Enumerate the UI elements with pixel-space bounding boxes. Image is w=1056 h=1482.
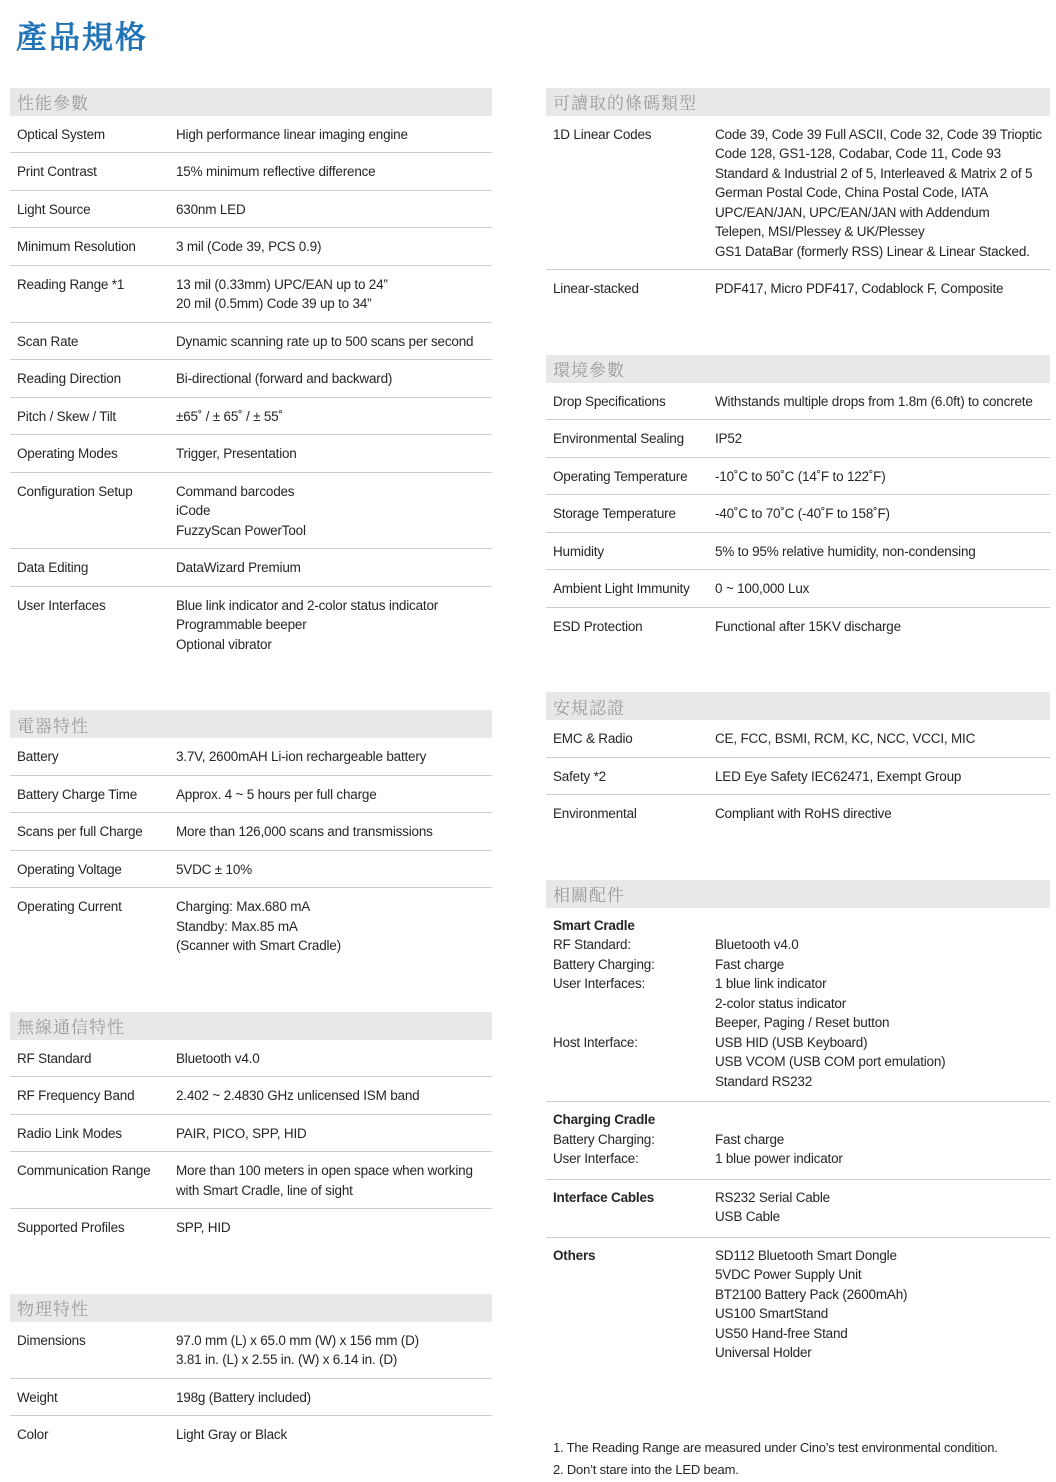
spec-label: RF Standard <box>17 1050 92 1066</box>
spec-row <box>10 586 492 663</box>
spec-value-line: 97.0 mm (L) x 65.0 mm (W) x 156 mm (D) <box>176 1332 419 1348</box>
spec-value-line: BT2100 Battery Pack (2600mAh) <box>715 1286 908 1302</box>
spec-value-line: 3.81 in. (L) x 2.55 in. (W) x 6.14 in. (D) <box>176 1352 398 1368</box>
spec-value <box>176 822 492 842</box>
spec-row <box>546 419 1050 457</box>
spec-value-line: Functional after 15KV discharge <box>715 618 901 634</box>
accessory-group <box>546 1237 1050 1373</box>
spec-value-line: Beeper, Paging / Reset button <box>715 1015 890 1031</box>
spec-value <box>715 392 1050 412</box>
spec-label: Optical System <box>17 126 105 142</box>
spec-value-line: 630nm LED <box>176 201 246 217</box>
spec-row <box>553 1149 1050 1169</box>
spec-value <box>715 767 1050 787</box>
spec-row <box>10 190 492 228</box>
accessory-group <box>546 1101 1050 1179</box>
spec-value <box>176 444 492 464</box>
spec-label: ESD Protection <box>553 618 643 634</box>
spec-label: Operating Current <box>17 899 122 915</box>
spec-row <box>546 720 1050 757</box>
spec-label: Radio Link Modes <box>17 1125 122 1141</box>
spec-value-line: 3.7V, 2600mAH Li-ion rechargeable battery <box>176 749 427 765</box>
spec-value-line: 13 mil (0.33mm) UPC/EAN up to 24” <box>176 276 388 292</box>
spec-value-line: US50 Hand-free Stand <box>715 1325 848 1341</box>
spec-row <box>10 887 492 964</box>
spec-label: Dimensions <box>17 1332 86 1348</box>
spec-value-line: Fast charge <box>715 1131 785 1147</box>
spec-value-line: 15% minimum reflective difference <box>176 164 376 180</box>
spec-label: Ambient Light Immunity <box>553 581 690 597</box>
spec-value-line: Blue link indicator and 2-color status indicator <box>176 597 439 613</box>
spec-value <box>715 467 1050 487</box>
spec-label: Weight <box>17 1389 58 1405</box>
spec-row <box>10 775 492 813</box>
spec-value <box>176 332 492 352</box>
spec-value-line: 1 blue link indicator <box>715 976 827 992</box>
spec-value <box>176 1425 492 1445</box>
spec-row <box>553 1130 1050 1150</box>
spec-value-line: Bi-directional (forward and backward) <box>176 371 393 387</box>
spec-value-line: -40˚C to 70˚C (-40˚F to 158˚F) <box>715 506 890 522</box>
spec-value-line: Telepen, MSI/Plessey & UK/Plessey <box>715 224 925 240</box>
left-column <box>10 88 492 1453</box>
spec-value-line: (Scanner with Smart Cradle) <box>176 938 341 954</box>
spec-value-line: German Postal Code, China Postal Code, IATA <box>715 185 989 201</box>
section-heading: 安規認證 <box>546 692 1050 720</box>
spec-value <box>176 1049 492 1069</box>
spec-value-line: iCode <box>176 503 211 519</box>
spec-row <box>10 397 492 435</box>
spec-value <box>715 1149 1050 1169</box>
spec-value <box>176 125 492 145</box>
spec-label: Battery Charge Time <box>17 786 138 802</box>
spec-value-line: US100 SmartStand <box>715 1306 829 1322</box>
section <box>10 1012 492 1246</box>
spec-row <box>10 116 492 153</box>
spec-label: Storage Temperature <box>553 506 676 522</box>
spec-row <box>546 607 1050 645</box>
spec-label: Battery <box>17 749 59 765</box>
spec-label: RF Standard: <box>553 937 631 953</box>
section <box>546 880 1050 1373</box>
spec-label: Linear-stacked <box>553 281 639 297</box>
spec-row <box>10 472 492 549</box>
accessory-groups <box>546 908 1050 1373</box>
spec-label: Humidity <box>553 543 604 559</box>
spec-value-line: Light Gray or Black <box>176 1427 287 1443</box>
section <box>10 88 492 663</box>
spec-label: User Interfaces <box>17 597 106 613</box>
spec-value <box>715 729 1050 749</box>
spec-value <box>176 275 492 314</box>
columns-container <box>10 88 1050 1482</box>
spec-row <box>10 1114 492 1152</box>
spec-value <box>715 955 1050 975</box>
spec-row <box>10 812 492 850</box>
spec-label: Supported Profiles <box>17 1220 125 1236</box>
spec-row <box>553 955 1050 975</box>
spec-row <box>10 1151 492 1208</box>
spec-label: Configuration Setup <box>17 483 133 499</box>
spec-row <box>546 116 1050 270</box>
spec-value <box>176 482 492 541</box>
spec-value-line: Bluetooth v4.0 <box>176 1050 260 1066</box>
spec-value-line: 5% to 95% relative humidity, non-condensing <box>715 543 976 559</box>
accessory-group-title: Charging Cradle <box>553 1112 656 1128</box>
spec-value <box>176 162 492 182</box>
spec-value-line: Bluetooth v4.0 <box>715 937 799 953</box>
section <box>10 1294 492 1453</box>
spec-value <box>176 1218 492 1238</box>
spec-row <box>10 850 492 888</box>
spec-row <box>546 383 1050 420</box>
spec-value <box>715 804 1050 824</box>
spec-value-line: RS232 Serial Cable <box>715 1189 830 1205</box>
spec-value-line: Code 128, GS1-128, Codabar, Code 11, Code 93 <box>715 146 1001 162</box>
section <box>546 692 1050 832</box>
spec-value-line: 2-color status indicator <box>715 995 847 1011</box>
spec-value-line: SPP, HID <box>176 1220 231 1236</box>
spec-row <box>10 359 492 397</box>
spec-label: User Interface: <box>553 1151 639 1167</box>
spec-value-line: Compliant with RoHS directive <box>715 806 892 822</box>
spec-value-line: Trigger, Presentation <box>176 446 297 462</box>
spec-value-line: Command barcodes <box>176 483 295 499</box>
spec-label: User Interfaces: <box>553 976 646 992</box>
spec-value-line: 0 ~ 100,000 Lux <box>715 581 810 597</box>
spec-row <box>546 532 1050 570</box>
spec-row <box>546 269 1050 307</box>
spec-row <box>10 152 492 190</box>
spec-value <box>715 579 1050 599</box>
spec-value <box>176 407 492 427</box>
spec-value-line: 5VDC ± 10% <box>176 861 252 877</box>
spec-value-line: Standard RS232 <box>715 1073 813 1089</box>
spec-row <box>10 1322 492 1378</box>
spec-value-line: PDF417, Micro PDF417, Codablock F, Composite <box>715 281 1004 297</box>
spec-value <box>715 1130 1050 1150</box>
spec-row <box>10 1378 492 1416</box>
spec-row <box>10 322 492 360</box>
spec-value-line: More than 126,000 scans and transmissions <box>176 824 433 840</box>
spec-value-line: with Smart Cradle, line of sight <box>176 1182 353 1198</box>
spec-value-line: 5VDC Power Supply Unit <box>715 1267 862 1283</box>
spec-value <box>176 369 492 389</box>
spec-value <box>176 1124 492 1144</box>
spec-value-line: 2.402 ~ 2.4830 GHz unlicensed ISM band <box>176 1088 420 1104</box>
spec-value <box>715 504 1050 524</box>
spec-value-line: Universal Holder <box>715 1345 812 1361</box>
spec-value <box>176 1388 492 1408</box>
spec-value <box>715 542 1050 562</box>
spec-label: Communication Range <box>17 1163 151 1179</box>
spec-value <box>715 1188 1050 1227</box>
spec-label: EMC & Radio <box>553 731 633 747</box>
spec-value-line: Fast charge <box>715 956 785 972</box>
spec-value <box>176 1086 492 1106</box>
spec-row <box>546 794 1050 832</box>
spec-value-line: Dynamic scanning rate up to 500 scans per second <box>176 333 474 349</box>
spec-label: Light Source <box>17 201 91 217</box>
spec-row <box>10 1208 492 1246</box>
spec-label: Battery Charging: <box>553 1131 655 1147</box>
footnote-line: 2. Don’t stare into the LED beam. <box>553 1462 739 1478</box>
spec-label: Operating Temperature <box>553 468 688 484</box>
spec-value <box>715 617 1050 637</box>
section-heading: 可讀取的條碼類型 <box>546 88 1050 116</box>
spec-label: Reading Direction <box>17 371 121 387</box>
spec-label: Interface Cables <box>553 1189 655 1205</box>
spec-value-line: USB Cable <box>715 1209 780 1225</box>
spec-value <box>715 1033 1050 1092</box>
section <box>546 88 1050 307</box>
spec-row <box>553 974 1050 1033</box>
spec-label: Print Contrast <box>17 164 97 180</box>
spec-value-line: -10˚C to 50˚C (14˚F to 122˚F) <box>715 468 886 484</box>
spec-label: Environmental Sealing <box>553 431 684 447</box>
section <box>10 710 492 964</box>
spec-value-line: PAIR, PICO, SPP, HID <box>176 1125 307 1141</box>
spec-value <box>176 596 492 655</box>
section-heading: 無線通信特性 <box>10 1012 492 1040</box>
section-heading: 相關配件 <box>546 880 1050 908</box>
spec-value-line: LED Eye Safety IEC62471, Exempt Group <box>715 768 962 784</box>
spec-value-line: Standard & Industrial 2 of 5, Interleaved & Matrix 2 of 5 <box>715 165 1033 181</box>
accessory-group <box>546 1179 1050 1237</box>
spec-value-line: Optional vibrator <box>176 636 272 652</box>
spec-label: Battery Charging: <box>553 956 655 972</box>
spec-label: Others <box>553 1247 596 1263</box>
footnote-line: 1. The Reading Range are measured under Cino’s test environmental condition. <box>553 1439 998 1455</box>
section-heading: 性能參數 <box>10 88 492 116</box>
spec-row <box>546 757 1050 795</box>
spec-value-line: 20 mil (0.5mm) Code 39 up to 34” <box>176 296 372 312</box>
spec-value <box>176 200 492 220</box>
spec-label: Host Interface: <box>553 1034 638 1050</box>
spec-row <box>10 265 492 322</box>
spec-value <box>715 429 1050 449</box>
spec-row <box>10 1076 492 1114</box>
spec-value <box>176 237 492 257</box>
spec-value-line: FuzzyScan PowerTool <box>176 522 306 538</box>
spec-label: RF Frequency Band <box>17 1088 135 1104</box>
spec-value-line: UPC/EAN/JAN, UPC/EAN/JAN with Addendum <box>715 204 990 220</box>
spec-label: Operating Modes <box>17 446 118 462</box>
section-heading: 物理特性 <box>10 1294 492 1322</box>
spec-value-line: 3 mil (Code 39, PCS 0.9) <box>176 239 322 255</box>
spec-label: Pitch / Skew / Tilt <box>17 408 116 424</box>
spec-value-line: CE, FCC, BSMI, RCM, KC, NCC, VCCI, MIC <box>715 731 976 747</box>
spec-label: 1D Linear Codes <box>553 126 652 142</box>
spec-label: Reading Range *1 <box>17 276 125 292</box>
spec-value-line: GS1 DataBar (formerly RSS) Linear & Linear Stacked. <box>715 243 1030 259</box>
spec-row <box>553 1246 1050 1363</box>
spec-row <box>10 434 492 472</box>
spec-value-line: 198g (Battery included) <box>176 1389 311 1405</box>
spec-row <box>553 1188 1050 1227</box>
spec-value-line: More than 100 meters in open space when working <box>176 1163 473 1179</box>
section <box>546 355 1050 645</box>
section-heading: 電器特性 <box>10 710 492 738</box>
right-column <box>546 88 1050 1482</box>
spec-row <box>546 457 1050 495</box>
spec-label: Minimum Resolution <box>17 239 136 255</box>
spec-label: Safety *2 <box>553 768 606 784</box>
spec-value-line: Withstands multiple drops from 1.8m (6.0ft) to concrete <box>715 393 1033 409</box>
spec-value-line: USB VCOM (USB COM port emulation) <box>715 1054 946 1070</box>
spec-row <box>10 1040 492 1077</box>
spec-value <box>176 1161 492 1200</box>
spec-value-line: Programmable beeper <box>176 617 307 633</box>
spec-label: Operating Voltage <box>17 861 122 877</box>
spec-value <box>715 125 1050 262</box>
spec-row <box>546 494 1050 532</box>
spec-value-line: ±65˚ / ± 65˚ / ± 55˚ <box>176 408 283 424</box>
spec-label: Color <box>17 1427 49 1443</box>
spec-value-line: 1 blue power indicator <box>715 1151 843 1167</box>
spec-label: Scan Rate <box>17 333 79 349</box>
spec-row <box>10 227 492 265</box>
spec-value-line: Code 39, Code 39 Full ASCII, Code 32, Code 39 Trioptic <box>715 126 1042 142</box>
spec-label: Drop Specifications <box>553 393 666 409</box>
spec-label: Environmental <box>553 806 637 822</box>
spec-row <box>553 1033 1050 1092</box>
spec-value-line: High performance linear imaging engine <box>176 126 408 142</box>
spec-value <box>176 897 492 956</box>
spec-value <box>176 747 492 767</box>
spec-value <box>715 974 1050 1033</box>
spec-value-line: USB HID (USB Keyboard) <box>715 1034 868 1050</box>
spec-row <box>546 569 1050 607</box>
spec-value-line: IP52 <box>715 431 742 447</box>
spec-value-line: DataWizard Premium <box>176 560 301 576</box>
accessory-group-title: Smart Cradle <box>553 917 635 933</box>
spec-value <box>176 558 492 578</box>
section-heading: 環境參數 <box>546 355 1050 383</box>
spec-value <box>176 860 492 880</box>
spec-label: Scans per full Charge <box>17 824 143 840</box>
spec-label: Data Editing <box>17 560 89 576</box>
spec-row <box>553 935 1050 955</box>
spec-value <box>715 935 1050 955</box>
spec-value <box>176 1331 492 1370</box>
spec-value-line: SD112 Bluetooth Smart Dongle <box>715 1247 897 1263</box>
spec-value <box>715 1246 1050 1363</box>
page-title: 產品規格 <box>16 20 148 55</box>
footnotes <box>546 1437 1050 1482</box>
spec-row <box>10 1415 492 1453</box>
spec-row <box>10 738 492 775</box>
accessory-group <box>546 908 1050 1102</box>
spec-value <box>715 279 1050 299</box>
spec-value-line: Standby: Max.85 mA <box>176 918 298 934</box>
spec-value <box>176 785 492 805</box>
spec-value-line: Approx. 4 ~ 5 hours per full charge <box>176 786 377 802</box>
spec-row <box>10 548 492 586</box>
spec-value-line: Charging: Max.680 mA <box>176 899 311 915</box>
